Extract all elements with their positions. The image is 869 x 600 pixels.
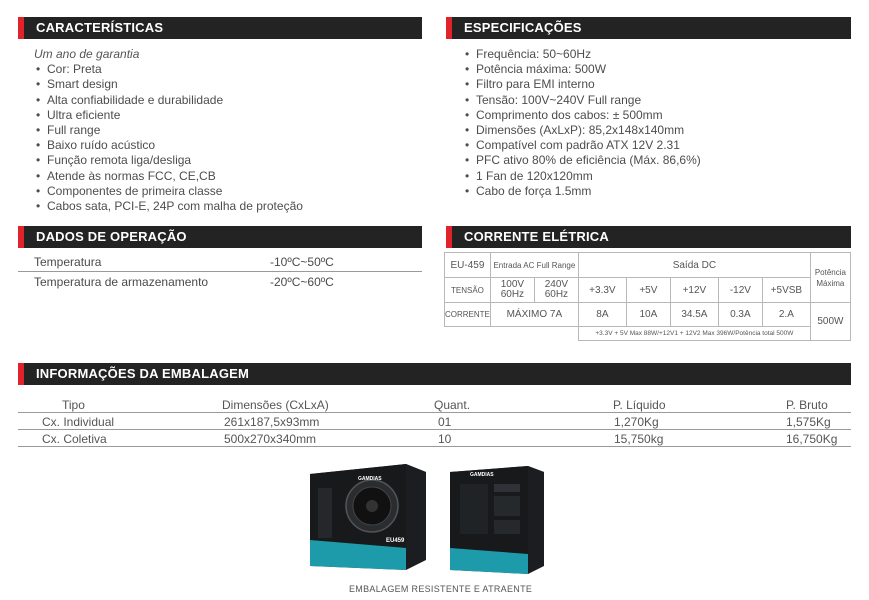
cell-net-weight: 1,270Kg [614,415,659,429]
features-list [34,47,303,214]
feature-item: • Baixo ruído acústico [47,138,303,153]
feature-item: • Alta confiabilidade e durabilidade [47,93,303,108]
cell-dimensions: 500x270x340mm [224,432,317,446]
box-brand: GAMDIAS [470,472,494,478]
cell-type: Cx. Individual [42,415,115,429]
rail-current-cell: 10A [626,303,670,327]
cell-net-weight: 15,750kg [614,432,664,446]
operation-title: DADOS DE OPERAÇÃO [36,229,187,244]
feature-item: • Componentes de primeira classe [47,184,303,199]
spec-item: • Frequência: 50~60Hz [476,47,701,62]
specs-list [476,47,701,199]
input-voltage-cell: 240V 60Hz [534,278,578,303]
rail-current-cell: 2.A [762,303,810,327]
spec-item: • Potência máxima: 500W [476,62,701,77]
col-net-weight: P. Líquido [613,398,666,412]
model-cell: EU-459 [445,253,491,278]
packaging-header [18,363,851,385]
power-note-cell: +3.3V + 5V Max 88W/+12V1 + 12V2 Max 396W/Potência total 500W [578,327,810,341]
feature-item: • Atende às normas FCC, CE,CB [47,169,303,184]
col-type: Tipo [62,398,85,412]
operation-row [18,272,422,292]
current-label-cell: CORRENTE [445,303,491,327]
power-header-cell: Potência Máxima [810,253,850,303]
output-header-cell: Saída DC [578,253,810,278]
col-gross-weight: P. Bruto [786,398,828,412]
cell-quantity: 10 [438,432,452,446]
rail-cell: +5VSB [762,278,810,303]
operation-value: -20ºC~60ºC [270,275,334,289]
packaging-title: INFORMAÇÕES DA EMBALAGEM [36,366,250,381]
feature-item: • Cor: Preta [47,62,303,77]
box-front-image [306,462,428,574]
electric-table [444,252,851,341]
spec-item: • PFC ativo 80% de eficiência (Máx. 86,6%) [476,153,701,168]
feature-item: • Função remota liga/desliga [47,153,303,168]
input-header-cell: Entrada AC Full Range [490,253,578,278]
rail-cell: -12V [718,278,762,303]
input-current-cell: MÁXIMO 7A [490,303,578,327]
operation-label: Temperatura [34,255,102,269]
features-title: CARACTERÍSTICAS [36,20,164,35]
rail-current-cell: 8A [578,303,626,327]
rail-cell: +3.3V [578,278,626,303]
operation-header [18,226,422,248]
electric-header [446,226,851,248]
feature-item: • Ultra eficiente [47,108,303,123]
cell-quantity: 01 [438,415,452,429]
specs-header [446,17,851,39]
cell-gross-weight: 16,750Kg [786,432,838,446]
spec-item: • 1 Fan de 120x120mm [476,169,701,184]
box-model: EU459 [386,538,405,544]
warranty-text: Um ano de garantia [34,47,140,61]
spec-item: • Dimensões (AxLxP): 85,2x148x140mm [476,123,701,138]
spec-item: • Tensão: 100V~240V Full range [476,93,701,108]
cell-gross-weight: 1,575Kg [786,415,831,429]
box-brand: GAMDIAS [358,476,382,482]
box-back-image [446,462,548,578]
features-header [18,17,422,39]
input-voltage-cell: 100V 60Hz [490,278,534,303]
spec-item: • Compatível com padrão ATX 12V 2.31 [476,138,701,153]
spec-item: • Filtro para EMI interno [476,77,701,92]
feature-item: • Full range [47,123,303,138]
rail-cell: +12V [670,278,718,303]
col-quantity: Quant. [434,398,471,412]
spec-item: • Cabo de força 1.5mm [476,184,701,199]
col-dimensions: Dimensões (CxLxA) [222,398,329,412]
operation-label: Temperatura de armazenamento [34,275,209,289]
rail-current-cell: 34.5A [670,303,718,327]
rail-current-cell: 0.3A [718,303,762,327]
feature-item: • Smart design [47,77,303,92]
operation-value: -10ºC~50ºC [270,255,334,269]
cell-type: Cx. Coletiva [42,432,107,446]
power-value-cell: 500W [810,303,850,341]
spec-item: • Comprimento dos cabos: ± 500mm [476,108,701,123]
cell-dimensions: 261x187,5x93mm [224,415,320,429]
specs-title: ESPECIFICAÇÕES [464,20,582,35]
rail-cell: +5V [626,278,670,303]
packaging-caption: EMBALAGEM RESISTENTE E ATRAENTE [349,584,533,594]
tension-label-cell: TENSÃO [445,278,491,303]
table-row [18,413,851,430]
electric-title: CORRENTE ELÉTRICA [464,229,609,244]
operation-row [18,252,422,272]
table-row [18,430,851,447]
feature-item: • Cabos sata, PCI-E, 24P com malha de proteção [47,199,303,214]
blank-cell [445,327,579,341]
